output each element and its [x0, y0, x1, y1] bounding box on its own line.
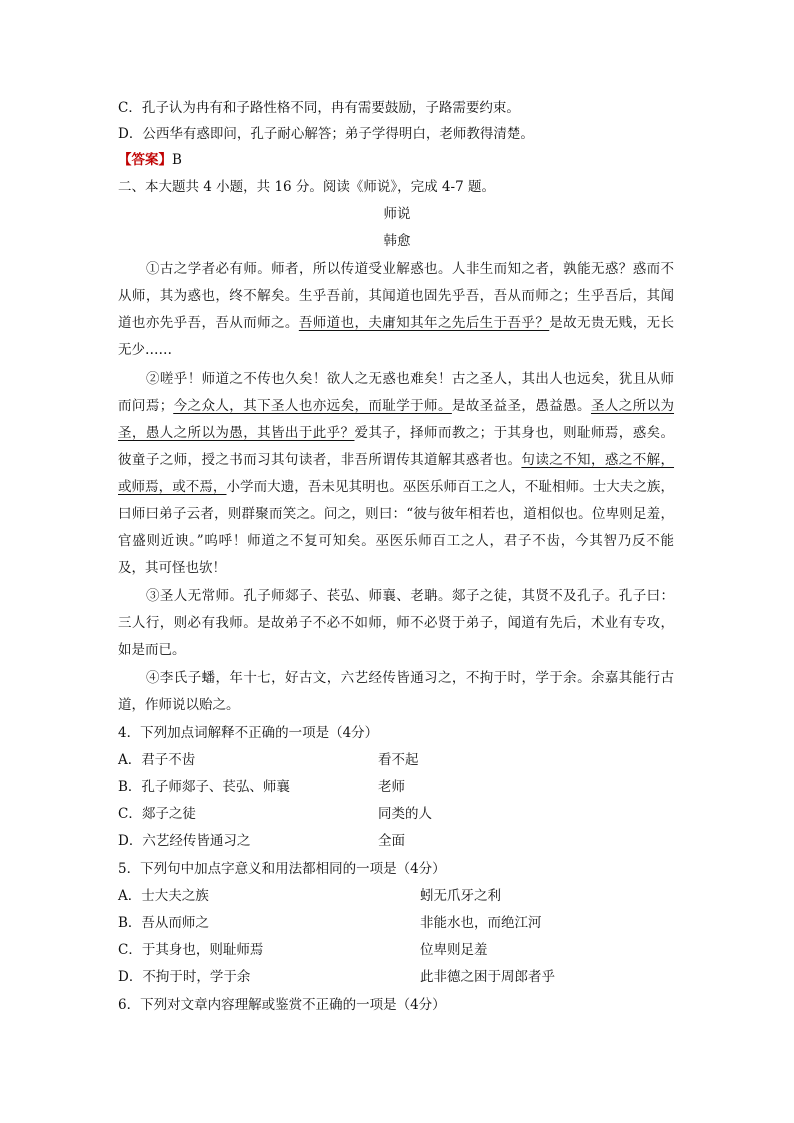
p4-line2: 道，作师说以贻之。 — [118, 697, 240, 713]
q5-option-a-compare: 蚓无爪牙之利 — [420, 888, 501, 904]
q5-option-c: C．于其身也，则耻师焉 — [118, 942, 264, 958]
q4-option-c-meaning: 同类的人 — [378, 806, 432, 822]
p2-line6: 曰师曰弟子云者，则群聚而笑之。问之，则曰：“彼与彼年相若也，道相似也。位卑则足羞， — [118, 506, 674, 522]
p1-l3-underlined: 吾师道也，夫庸知其年之先后生于吾乎？ — [298, 315, 550, 331]
p2-l2-underlined-1: 今之众人，其下圣人也亦远矣，而耻学于师。 — [173, 398, 452, 414]
passage-author: 韩愈 — [383, 233, 411, 249]
q4-option-d: D．六艺经传皆通习之 — [118, 833, 251, 849]
q5-option-d-compare: 此非德之困于周郎者乎 — [420, 969, 555, 985]
p2-line8: 及，其可怪也欤！ — [118, 560, 226, 576]
p2-line1: ②嗟乎！师道之不传也久矣！欲人之无惑也难矣！古之圣人，其出人也远矣，犹且从师 — [146, 371, 674, 387]
option-d-prev: D．公西华有惑即问，孔子耐心解答；弟子学得明白，老师教得清楚。 — [118, 126, 534, 142]
passage-title: 师说 — [383, 206, 411, 222]
p3-line2: 三人行，则必有我师。是故弟子不必不如师，师不必贤于弟子，闻道有先后，术业有专攻， — [118, 615, 674, 631]
p2-l2-underlined-2: 圣人之所以为 — [590, 398, 675, 414]
q4-option-b-meaning: 老师 — [378, 779, 405, 795]
p2-line5 — [118, 477, 674, 497]
p2-line7: 官盛则近谀。”呜呼！师道之不复可知矣。巫医乐师百工之人，君子不齿，今其智乃反不能 — [118, 533, 674, 549]
option-c-prev: C．孔子认为冉有和子路性格不同，冉有需要鼓励，子路需要约束。 — [118, 100, 520, 116]
q5-option-b-compare: 非能水也，而绝江河 — [420, 915, 542, 931]
q5-option-d: D．不拘于时，学于余 — [118, 969, 251, 985]
q5-option-c-compare: 位卑则足羞 — [420, 942, 488, 958]
section-heading: 二、本大题共 4 小题，共 16 分。阅读《师说》，完成 4-7 题。 — [118, 179, 496, 195]
q4-option-a: A．君子不齿 — [118, 752, 196, 768]
q5-option-a: A．士大夫之族 — [118, 888, 209, 904]
q6-stem: 6．下列对文章内容理解或鉴赏不正确的一项是（4分） — [118, 997, 446, 1013]
q5-stem: 5．下列句中加点字意义和用法都相同的一项是（4分） — [118, 861, 446, 877]
p2-l4-underlined: 句读之不知，惑之不解， — [521, 452, 675, 468]
q4-option-a-meaning: 看不起 — [378, 752, 419, 768]
p2-l5-text: 小学而大遗，吾未见其明也。巫医乐师百工之人，不耻相师。士大夫之族， — [226, 479, 674, 495]
p1-line4: 无少…… — [118, 342, 172, 358]
q5-option-b: B．吾从而师之 — [118, 915, 209, 931]
p1-line3 — [118, 313, 674, 333]
p2-l3-underlined: 圣，愚人之所以为愚，其皆出于此乎？ — [118, 425, 355, 441]
p2-l3-text: 爱其子，择师而教之；于其身也，则耻师焉，惑矣。 — [354, 425, 675, 441]
p2-line4 — [118, 450, 674, 470]
q4-option-d-meaning: 全面 — [378, 833, 405, 849]
p1-l3-text-after: 是故无贵无贱，无长 — [549, 315, 675, 331]
p2-l4-text: 彼童子之师，授之书而习其句读者，非吾所谓传其道解其惑者也。 — [118, 452, 522, 468]
p2-l2-text-mid: 是故圣益圣，愚益愚。 — [451, 398, 591, 414]
p1-line1: ①古之学者必有师。师者，所以传道受业解惑也。人非生而知之者，孰能无惑？惑而不 — [146, 261, 674, 277]
p2-l5-underlined: 或师焉，或不焉， — [118, 479, 227, 495]
p2-line2 — [118, 396, 674, 416]
p2-l2-text: 而问焉； — [118, 398, 174, 414]
p4-line1: ④李氏子蟠，年十七，好古文，六艺经传皆通习之，不拘于时，学于余。余嘉其能行古 — [146, 670, 674, 686]
p1-line2: 从师，其为惑也，终不解矣。生乎吾前，其闻道也固先乎吾，吾从而师之；生乎吾后，其闻 — [118, 288, 674, 304]
answer-value: B — [172, 152, 182, 168]
answer-line — [118, 150, 182, 170]
answer-tag: 【答案】 — [118, 152, 172, 168]
p3-line3: 如是而已。 — [118, 642, 186, 658]
q4-option-b: B．孔子师郯子、苌弘、师襄 — [118, 779, 290, 795]
p2-line3 — [118, 423, 674, 443]
q4-option-c: C．郯子之徒 — [118, 806, 196, 822]
p1-l3-text: 道也亦先乎吾，吾从而师之。 — [118, 315, 299, 331]
p3-line1: ③圣人无常师。孔子师郯子、苌弘、师襄、老聃。郯子之徒，其贤不及孔子。孔子曰： — [146, 588, 674, 604]
q4-stem: 4．下列加点词解释不正确的一项是（4分） — [118, 725, 379, 741]
